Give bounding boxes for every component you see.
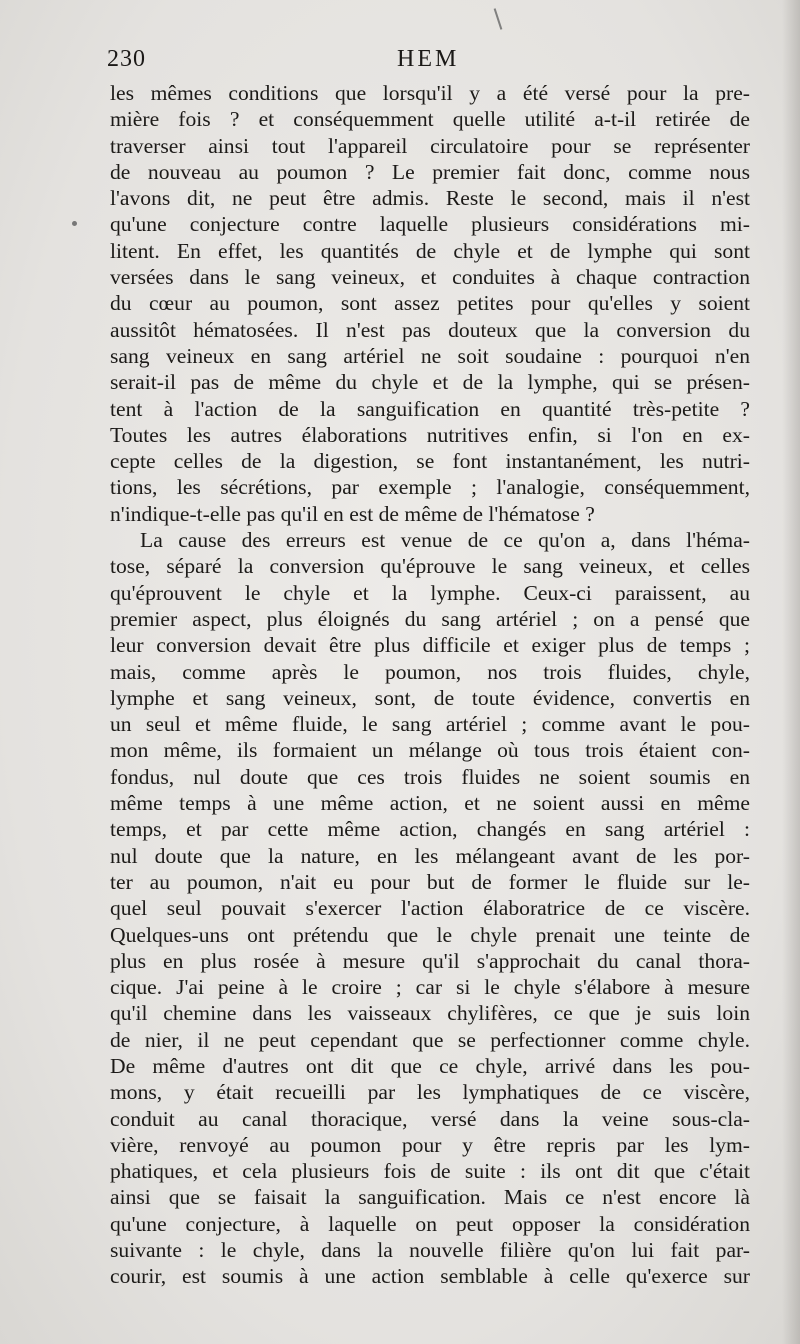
running-head: HEM (397, 46, 460, 72)
page-header (107, 46, 747, 74)
text-line: qu'une conjecture contre laquelle plusieurs considérations mi- (110, 212, 750, 237)
text-line: traverser ainsi tout l'appareil circulatoire pour se représenter (110, 133, 750, 158)
text-line: du cœur au poumon, sont assez petites pour qu'elles y soient (110, 291, 750, 316)
text-line: mais, comme après le poumon, nos trois fluides, chyle, (110, 659, 750, 684)
text-line: n'indique-t-elle pas qu'il en est de même de l'hématose ? (110, 501, 595, 526)
text-line: aussitôt hématosées. Il n'est pas douteux que la conversion du (110, 317, 750, 342)
ink-spot (72, 221, 77, 226)
text-line: De même d'autres ont dit que ce chyle, arrivé dans les pou- (110, 1053, 750, 1078)
text-line: premier aspect, plus éloignés du sang artériel ; on a pensé que (110, 606, 750, 631)
text-line: de nier, il ne peut cependant que se perfectionner comme chyle. (110, 1027, 750, 1052)
text-line: litent. En effet, les quantités de chyle et de lymphe qui sont (110, 238, 750, 263)
text-line: La cause des erreurs est venue de ce qu'on a, dans l'héma- (140, 528, 750, 553)
text-line: sang veineux en sang artériel ne soit soudaine : pourquoi n'en (110, 343, 750, 368)
ink-mark (494, 8, 503, 30)
text-line: Toutes les autres élaborations nutritives enfin, si l'on en ex- (110, 422, 750, 447)
text-line: cepte celles de la digestion, se font instantanément, les nutri- (110, 449, 750, 474)
text-line: les mêmes conditions que lorsqu'il y a été versé pour la pre- (110, 81, 750, 105)
text-line: tent à l'action de la sanguification en quantité très-petite ? (110, 396, 750, 421)
text-line: même temps à une même action, et ne soient aussi en même (110, 791, 750, 816)
text-line: lymphe et sang veineux, sont, de toute évidence, convertis en (110, 685, 750, 710)
text-line: courir, est soumis à une action semblable à celle qu'exerce sur (110, 1264, 750, 1289)
page-edge-shadow (782, 0, 800, 1344)
text-line: l'avons dit, ne peut être admis. Reste le second, mais il n'est (110, 186, 750, 211)
paragraph-1 (110, 80, 750, 527)
paragraph-2 (110, 527, 750, 1290)
text-line: plus en plus rosée à mesure qu'il s'approchait du canal thora- (110, 948, 750, 973)
text-line: tions, les sécrétions, par exemple ; l'analogie, conséquemment, (110, 475, 750, 500)
text-line: suivante : le chyle, dans la nouvelle filière qu'on lui fait par- (110, 1238, 750, 1263)
text-line: un seul et même fluide, le sang artériel ; comme avant le pou- (110, 712, 750, 737)
text-line: Quelques-uns ont prétendu que le chyle prenait une teinte de (110, 922, 750, 947)
page-number: 230 (107, 46, 146, 72)
text-line: leur conversion devait être plus difficile et exiger plus de temps ; (110, 633, 750, 658)
text-line: versées dans le sang veineux, et conduites à chaque contraction (110, 265, 750, 290)
text-line: de nouveau au poumon ? Le premier fait donc, comme nous (110, 159, 750, 184)
text-line: qu'il chemine dans les vaisseaux chylifères, ce que je suis loin (110, 1001, 750, 1026)
text-line: qu'éprouvent le chyle et la lymphe. Ceux-ci paraissent, au (110, 580, 750, 605)
body-text (110, 80, 750, 1290)
text-line: quel seul pouvait s'exercer l'action élaboratrice de ce viscère. (110, 896, 750, 921)
text-line: vière, renvoyé au poumon pour y être repris par les lym- (110, 1132, 750, 1157)
text-line: serait-il pas de même du chyle et de la lymphe, qui se présen- (110, 370, 750, 395)
text-line: mons, y était recueilli par les lymphatiques de ce viscère, (110, 1080, 750, 1105)
text-line: mon même, ils formaient un mélange où tous trois étaient con- (110, 738, 750, 763)
text-line: phatiques, et cela plusieurs fois de suite : ils ont dit que c'était (110, 1159, 750, 1184)
text-line: ainsi que se faisait la sanguification. Mais ce n'est encore là (110, 1185, 750, 1210)
text-line: mière fois ? et conséquemment quelle utilité a-t-il retirée de (110, 107, 750, 132)
text-line: conduit au canal thoracique, versé dans la veine sous-cla- (110, 1106, 750, 1131)
text-line: fondus, nul doute que ces trois fluides ne soient soumis en (110, 764, 750, 789)
text-line: qu'une conjecture, à laquelle on peut opposer la considération (110, 1211, 750, 1236)
text-line: tose, séparé la conversion qu'éprouve le sang veineux, et celles (110, 554, 750, 579)
text-line: ter au poumon, n'ait eu pour but de former le fluide sur le- (110, 869, 750, 894)
text-line: cique. J'ai peine à le croire ; car si le chyle s'élabore à mesure (110, 975, 750, 1000)
text-line: nul doute que la nature, en les mélangeant avant de les por- (110, 843, 750, 868)
text-line: temps, et par cette même action, changés en sang artériel : (110, 817, 750, 842)
